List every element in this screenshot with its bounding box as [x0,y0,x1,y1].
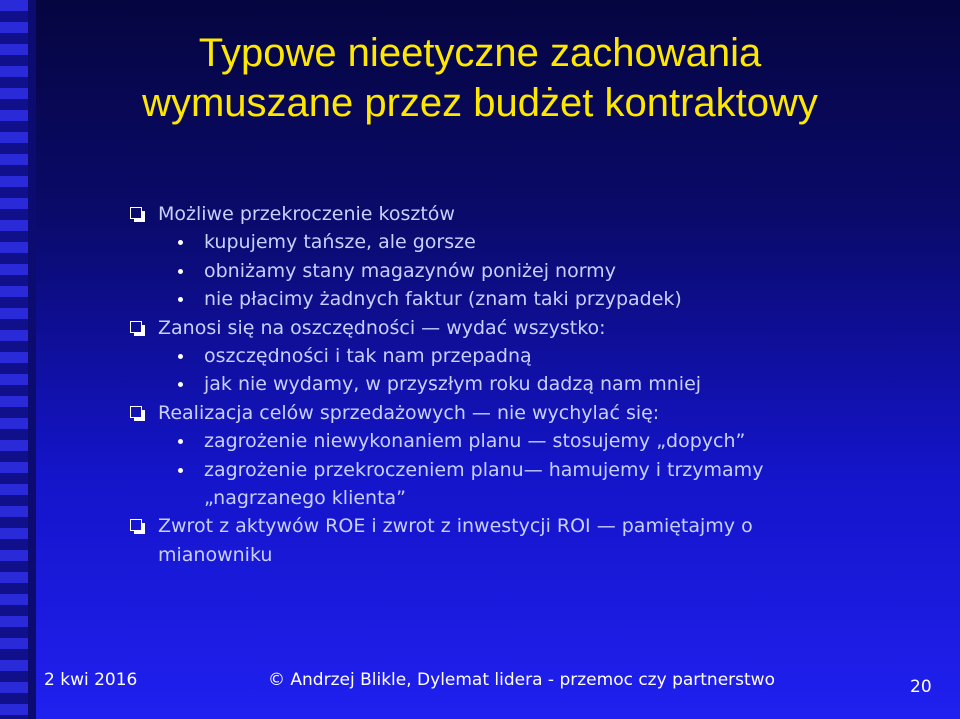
footer-date: 2 kwi 2016 [44,670,138,690]
title-line-1: Typowe nieetyczne zachowania [198,31,762,75]
checkbox-square-icon [130,207,142,219]
bullet-dot-icon [178,269,183,274]
bullet-dot-icon [178,297,183,302]
bullet-dot-icon [178,382,183,387]
bullet-list [128,200,848,569]
list-item: obniżamy stany magazynów poniżej normy [128,257,848,285]
checkbox-square-icon [130,321,142,333]
list-item-continuation: mianowniku [158,543,273,566]
slide-number: 20 [910,677,932,697]
checkbox-square-icon [130,519,142,531]
list-item: zagrożenie przekroczeniem planu— hamujemy i trzymamy [128,456,848,484]
list-item: zagrożenie niewykonaniem planu — stosujemy „dopych” [128,427,848,455]
bullet-dot-icon [178,354,183,359]
list-item: jak nie wydamy, w przyszłym roku dadzą nam mniej [128,370,848,398]
footer-credit: © Andrzej Blikle, Dylemat lidera - przemoc czy partnerstwo [268,670,775,690]
list-item: Realizacja celów sprzedażowych — nie wychylać się: [128,399,848,427]
bullet-dot-icon [178,439,183,444]
bullet-dot-icon [178,468,183,473]
list-item: Możliwe przekroczenie kosztów [128,200,848,228]
list-item: kupujemy tańsze, ale gorsze [128,228,848,256]
list-item: nie płacimy żadnych faktur (znam taki przypadek) [128,285,848,313]
list-item: oszczędności i tak nam przepadną [128,342,848,370]
checkbox-square-icon [130,406,142,418]
slide-title [0,28,960,128]
list-item: Zanosi się na oszczędności — wydać wszystko: [128,314,848,342]
list-item: Zwrot z aktywów ROE i zwrot z inwestycji ROI — pamiętajmy o [128,512,848,540]
list-item-continuation: „nagrzanego klienta” [204,487,407,510]
bullet-dot-icon [178,240,183,245]
title-line-2: wymuszane przez budżet kontraktowy [142,81,818,125]
